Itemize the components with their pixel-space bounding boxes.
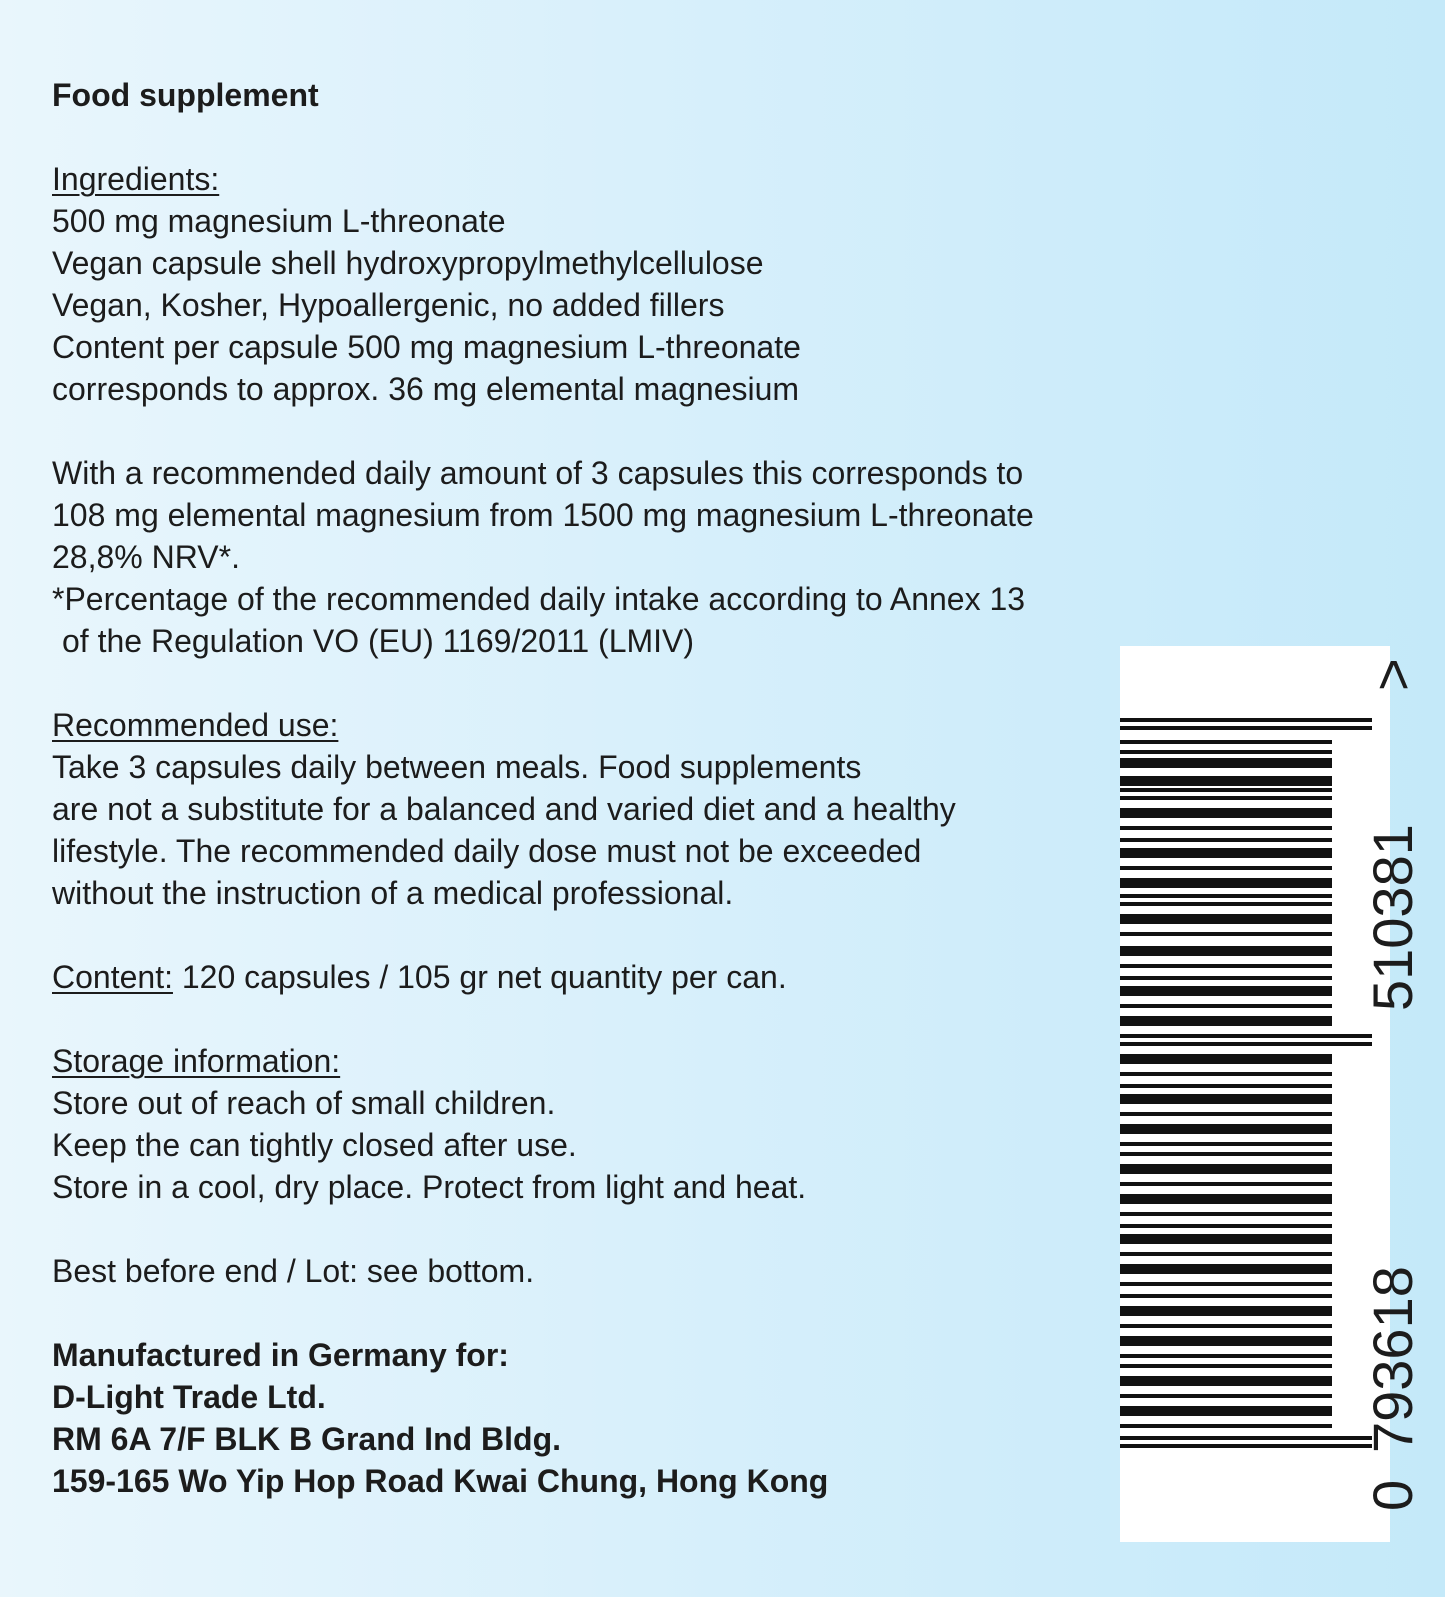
barcode-bar bbox=[1120, 976, 1332, 980]
barcode-right-group: 510381 bbox=[1361, 824, 1424, 1011]
barcode-bar bbox=[1120, 1042, 1372, 1046]
barcode-bar bbox=[1120, 1294, 1332, 1298]
barcode-bar bbox=[1120, 1094, 1332, 1104]
barcode-bar bbox=[1120, 740, 1332, 744]
barcode-bar bbox=[1120, 894, 1332, 898]
barcode-bar bbox=[1120, 826, 1332, 830]
barcode-bar bbox=[1120, 758, 1332, 768]
barcode-bar bbox=[1120, 1072, 1332, 1076]
nrv-footnote: of the Regulation VO (EU) 1169/2011 (LMIV) bbox=[62, 623, 695, 659]
barcode-bar bbox=[1120, 1436, 1372, 1440]
barcode-bar bbox=[1120, 848, 1332, 858]
daily-amount-line: With a recommended daily amount of 3 capsules this corresponds to bbox=[52, 455, 1024, 491]
manufacturer-name: D-Light Trade Ltd. bbox=[52, 1379, 326, 1415]
barcode-bar bbox=[1120, 1376, 1332, 1386]
barcode-bar bbox=[1120, 808, 1332, 818]
recommended-use-line: are not a substitute for a balanced and varied diet and a healthy bbox=[52, 791, 956, 827]
barcode-left-group: 793618 bbox=[1361, 1266, 1424, 1453]
barcode-bar bbox=[1120, 750, 1332, 754]
barcode-bar bbox=[1120, 1264, 1332, 1274]
barcode-bar bbox=[1120, 1182, 1332, 1186]
ingredients-line: Content per capsule 500 mg magnesium L-threonate bbox=[52, 329, 801, 365]
barcode-bar bbox=[1120, 1406, 1332, 1416]
barcode-bar bbox=[1120, 1112, 1332, 1116]
label-title: Food supplement bbox=[52, 77, 319, 113]
recommended-use-heading: Recommended use: bbox=[52, 707, 339, 743]
storage-line: Store in a cool, dry place. Protect from light and heat. bbox=[52, 1169, 807, 1205]
content-heading: Content: bbox=[52, 959, 173, 995]
barcode-marker: > bbox=[1361, 658, 1424, 691]
barcode-bar bbox=[1120, 1444, 1372, 1448]
barcode-bar bbox=[1120, 1054, 1332, 1064]
barcode-bar bbox=[1120, 1354, 1332, 1358]
barcode-bar bbox=[1120, 718, 1372, 722]
barcode-bar bbox=[1120, 796, 1332, 800]
barcode-bar bbox=[1120, 776, 1332, 786]
manufacturer-line: Manufactured in Germany for: bbox=[52, 1337, 509, 1373]
manufacturer-address: RM 6A 7/F BLK B Grand Ind Bldg. bbox=[52, 1421, 562, 1457]
barcode-bar bbox=[1120, 1282, 1332, 1286]
barcode bbox=[1120, 646, 1390, 1542]
barcode-bar bbox=[1120, 986, 1332, 996]
storage-line: Store out of reach of small children. bbox=[52, 1085, 556, 1121]
barcode-bar bbox=[1120, 1234, 1332, 1244]
content-text: 120 capsules / 105 gr net quantity per can. bbox=[181, 959, 787, 995]
barcode-bar bbox=[1120, 1084, 1332, 1088]
manufacturer-address: 159-165 Wo Yip Hop Road Kwai Chung, Hong Kong bbox=[52, 1463, 829, 1499]
daily-amount-line: 108 mg elemental magnesium from 1500 mg magnesium L-threonate 28,8% NRV*. bbox=[52, 497, 1034, 575]
barcode-bar bbox=[1120, 1164, 1332, 1174]
recommended-use-line: without the instruction of a medical professional. bbox=[52, 875, 734, 911]
barcode-bar bbox=[1120, 1142, 1332, 1146]
barcode-bar bbox=[1120, 946, 1332, 956]
barcode-bar bbox=[1120, 964, 1332, 968]
storage-line: Keep the can tightly closed after use. bbox=[52, 1127, 577, 1163]
barcode-bar bbox=[1120, 1194, 1332, 1204]
barcode-bar bbox=[1120, 1016, 1332, 1026]
barcode-bar bbox=[1120, 1224, 1332, 1228]
barcode-bar bbox=[1120, 914, 1332, 924]
barcode-bar bbox=[1120, 726, 1372, 730]
barcode-bar bbox=[1120, 1004, 1332, 1008]
supplement-label bbox=[52, 74, 1112, 1502]
barcode-bar bbox=[1120, 902, 1332, 906]
barcode-bar bbox=[1120, 1394, 1332, 1398]
ingredients-line: Vegan capsule shell hydroxypropylmethylcellulose bbox=[52, 245, 764, 281]
barcode-bar bbox=[1120, 788, 1332, 792]
barcode-bar bbox=[1120, 1336, 1332, 1346]
barcode-bar bbox=[1120, 1124, 1332, 1134]
storage-heading: Storage information: bbox=[52, 1043, 341, 1079]
ingredients-line: corresponds to approx. 36 mg elemental magnesium bbox=[52, 371, 800, 407]
ingredients-line: Vegan, Kosher, Hypoallergenic, no added fillers bbox=[52, 287, 725, 323]
barcode-bar bbox=[1120, 932, 1332, 936]
barcode-bar bbox=[1120, 1034, 1372, 1038]
ingredients-heading: Ingredients: bbox=[52, 161, 220, 197]
barcode-bar bbox=[1120, 1364, 1332, 1368]
barcode-bars bbox=[1120, 646, 1390, 1542]
barcode-bar bbox=[1120, 1252, 1332, 1256]
recommended-use-line: Take 3 capsules daily between meals. Food supplements bbox=[52, 749, 862, 785]
recommended-use-line: lifestyle. The recommended daily dose must not be exceeded bbox=[52, 833, 922, 869]
ingredients-line: 500 mg magnesium L-threonate bbox=[52, 203, 506, 239]
barcode-bar bbox=[1120, 1152, 1332, 1156]
barcode-bar bbox=[1120, 838, 1332, 842]
barcode-bar bbox=[1120, 866, 1332, 870]
barcode-first-digit: 0 bbox=[1361, 1479, 1424, 1511]
barcode-bar bbox=[1120, 1306, 1332, 1316]
nrv-footnote: *Percentage of the recommended daily intake according to Annex 13 bbox=[52, 581, 1026, 617]
barcode-bar bbox=[1120, 1424, 1332, 1428]
best-before-note: Best before end / Lot: see bottom. bbox=[52, 1253, 535, 1289]
content-line bbox=[52, 956, 1112, 998]
barcode-bar bbox=[1120, 1324, 1332, 1328]
barcode-bar bbox=[1120, 1212, 1332, 1216]
barcode-bar bbox=[1120, 878, 1332, 888]
